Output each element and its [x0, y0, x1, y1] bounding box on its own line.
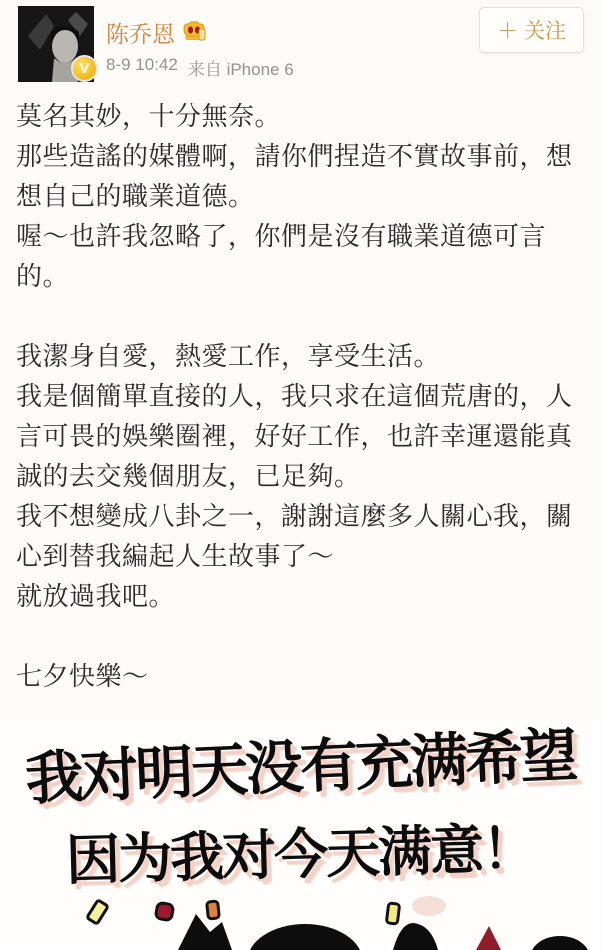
post-paragraph: 就放過我吧。 [16, 581, 176, 611]
avatar[interactable] [18, 6, 94, 82]
post-paragraph: 我潔身自愛，熱愛工作，享受生活。 [16, 341, 441, 371]
follow-button[interactable]: ＋ 关注 [479, 7, 584, 53]
post-text [0, 90, 600, 696]
username[interactable]: 陈乔恩 [106, 21, 175, 47]
timestamp: 8-9 10:42 [106, 55, 178, 74]
post-header [0, 0, 600, 90]
confetti-yellow-2 [385, 901, 402, 926]
confetti-orange [205, 899, 221, 920]
post-paragraph: 我不想變成八卦之一，謝謝這麼多人關心我，關心到替我編起人生故事了～ [16, 501, 573, 571]
embedded-image[interactable] [0, 720, 600, 950]
post-paragraph: 莫名其妙，十分無奈。 [16, 101, 282, 131]
member-crown-icon [182, 21, 208, 45]
handwriting-line-1: 我对明天没有充满希望 [23, 721, 577, 813]
confetti-red [153, 900, 175, 922]
post-paragraph: 七夕快樂～ [16, 661, 149, 691]
confetti-yellow [85, 898, 110, 926]
post-source: 来自 iPhone 6 [187, 60, 294, 79]
post-meta [106, 55, 584, 80]
handwriting-line-2: 因为我对今天满意！ [65, 816, 535, 893]
confetti-pink-blob [412, 896, 446, 916]
post-paragraph: 那些造謠的媒體啊，請你們捏造不實故事前，想想自己的職業道德。 [16, 141, 573, 211]
verified-v-icon: V [71, 55, 98, 82]
post-paragraph: 我是個簡單直接的人，我只求在這個荒唐的，人言可畏的娛樂圈裡，好好工作，也許幸運還能真誠的去交幾個朋友，已足夠。 [16, 381, 573, 491]
post-paragraph: 喔～也許我忽略了，你們是沒有職業道德可言的。 [16, 221, 547, 291]
